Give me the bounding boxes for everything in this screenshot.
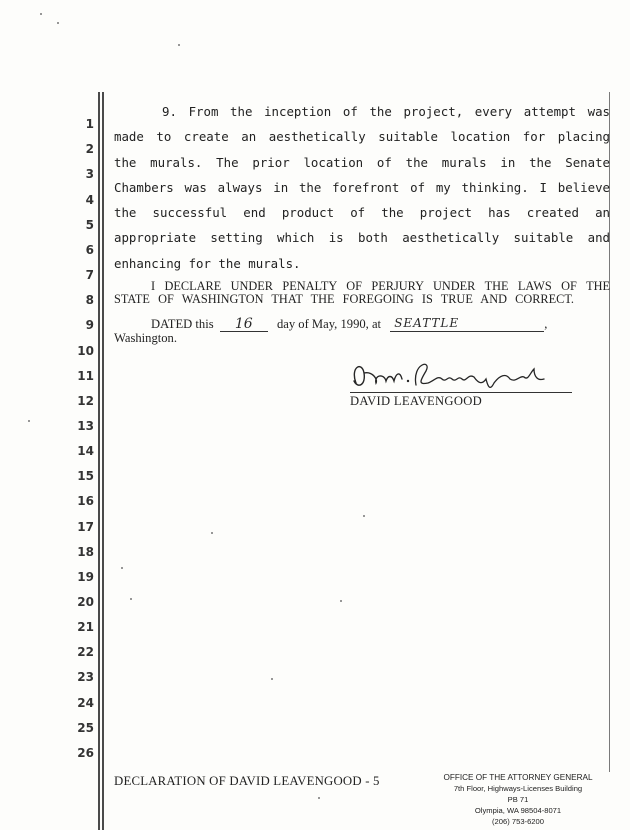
- line-number: 25: [77, 721, 94, 735]
- office-name: OFFICE OF THE ATTORNEY GENERAL: [443, 773, 593, 782]
- left-margin-rule: [98, 92, 100, 830]
- line-number: 2: [85, 142, 94, 156]
- line-number: 10: [77, 344, 94, 358]
- scan-speck: [28, 420, 30, 422]
- line-number: 26: [77, 746, 94, 760]
- scan-speck: [178, 44, 180, 46]
- dated-prefix: DATED this: [151, 317, 214, 331]
- office-address-line: 7th Floor, Highways-Licenses Building: [453, 784, 583, 793]
- scan-speck: [318, 797, 320, 799]
- declaration-line: I DECLARE UNDER PENALTY OF PERJURY UNDER THE LAWS OF THE: [151, 279, 610, 293]
- scan-speck: [340, 600, 342, 602]
- line-number: 20: [77, 595, 94, 609]
- scan-speck: [130, 598, 132, 600]
- line-number: 15: [77, 469, 94, 483]
- line-number: 19: [77, 570, 94, 584]
- line-number: 6: [85, 243, 94, 257]
- paragraph-line: enhancing for the murals.: [114, 256, 301, 271]
- declaration-line: STATE OF WASHINGTON THAT THE FOREGOING IS TRUE AND CORRECT.: [114, 292, 574, 306]
- line-number: 22: [77, 645, 94, 659]
- paragraph-line: appropriate setting which is both aesthetically suitable and: [114, 230, 610, 245]
- line-number: 14: [77, 444, 94, 458]
- dated-place-field: SEATTLE: [390, 316, 544, 332]
- dated-day-field: 16: [220, 316, 268, 332]
- signature-image: [348, 355, 558, 395]
- line-number: 3: [85, 167, 94, 181]
- line-number: 1: [85, 117, 94, 131]
- office-address-line: PB 71: [507, 795, 529, 804]
- scan-speck: [211, 532, 213, 534]
- line-number: 11: [77, 369, 94, 383]
- dated-state: Washington.: [114, 331, 177, 345]
- line-number: 7: [85, 268, 94, 282]
- paragraph-line: 9. From the inception of the project, every attempt was: [162, 104, 610, 119]
- paragraph-line: the murals. The prior location of the murals in the Senate: [114, 155, 610, 170]
- line-number: 9: [85, 318, 94, 332]
- line-number: 5: [85, 218, 94, 232]
- signatory-name: DAVID LEAVENGOOD: [350, 394, 483, 408]
- paragraph-line: Chambers was always in the forefront of my thinking. I believe: [114, 180, 610, 195]
- signature-rule: [350, 392, 572, 393]
- office-phone: (206) 753-6200: [492, 817, 544, 826]
- paragraph-line: made to create an aesthetically suitable location for placing: [114, 129, 610, 144]
- scan-speck: [363, 515, 365, 517]
- left-margin-rule-inner: [102, 92, 104, 830]
- dated-suffix: ,: [544, 317, 548, 331]
- office-address-line: Olympia, WA 98504-8071: [474, 806, 562, 815]
- dated-line: [151, 316, 610, 332]
- document-footer-title: DECLARATION OF DAVID LEAVENGOOD - 5: [114, 774, 380, 788]
- line-number: 23: [77, 670, 94, 684]
- line-number: 21: [77, 620, 94, 634]
- signature-handwriting: David Leavengood: [348, 355, 358, 356]
- line-number: 13: [77, 419, 94, 433]
- scan-speck: [40, 13, 42, 15]
- line-number: 24: [77, 696, 94, 710]
- line-number: 4: [85, 193, 94, 207]
- scan-speck: [121, 567, 123, 569]
- scan-speck: [271, 678, 273, 680]
- line-number: 12: [77, 394, 94, 408]
- scan-speck: [57, 22, 59, 24]
- line-number: 16: [77, 494, 94, 508]
- line-number: 8: [85, 293, 94, 307]
- line-number: 17: [77, 520, 94, 534]
- dated-middle: day of May, 1990, at: [276, 317, 382, 331]
- line-number: 18: [77, 545, 94, 559]
- paragraph-line: the successful end product of the project has created an: [114, 205, 610, 220]
